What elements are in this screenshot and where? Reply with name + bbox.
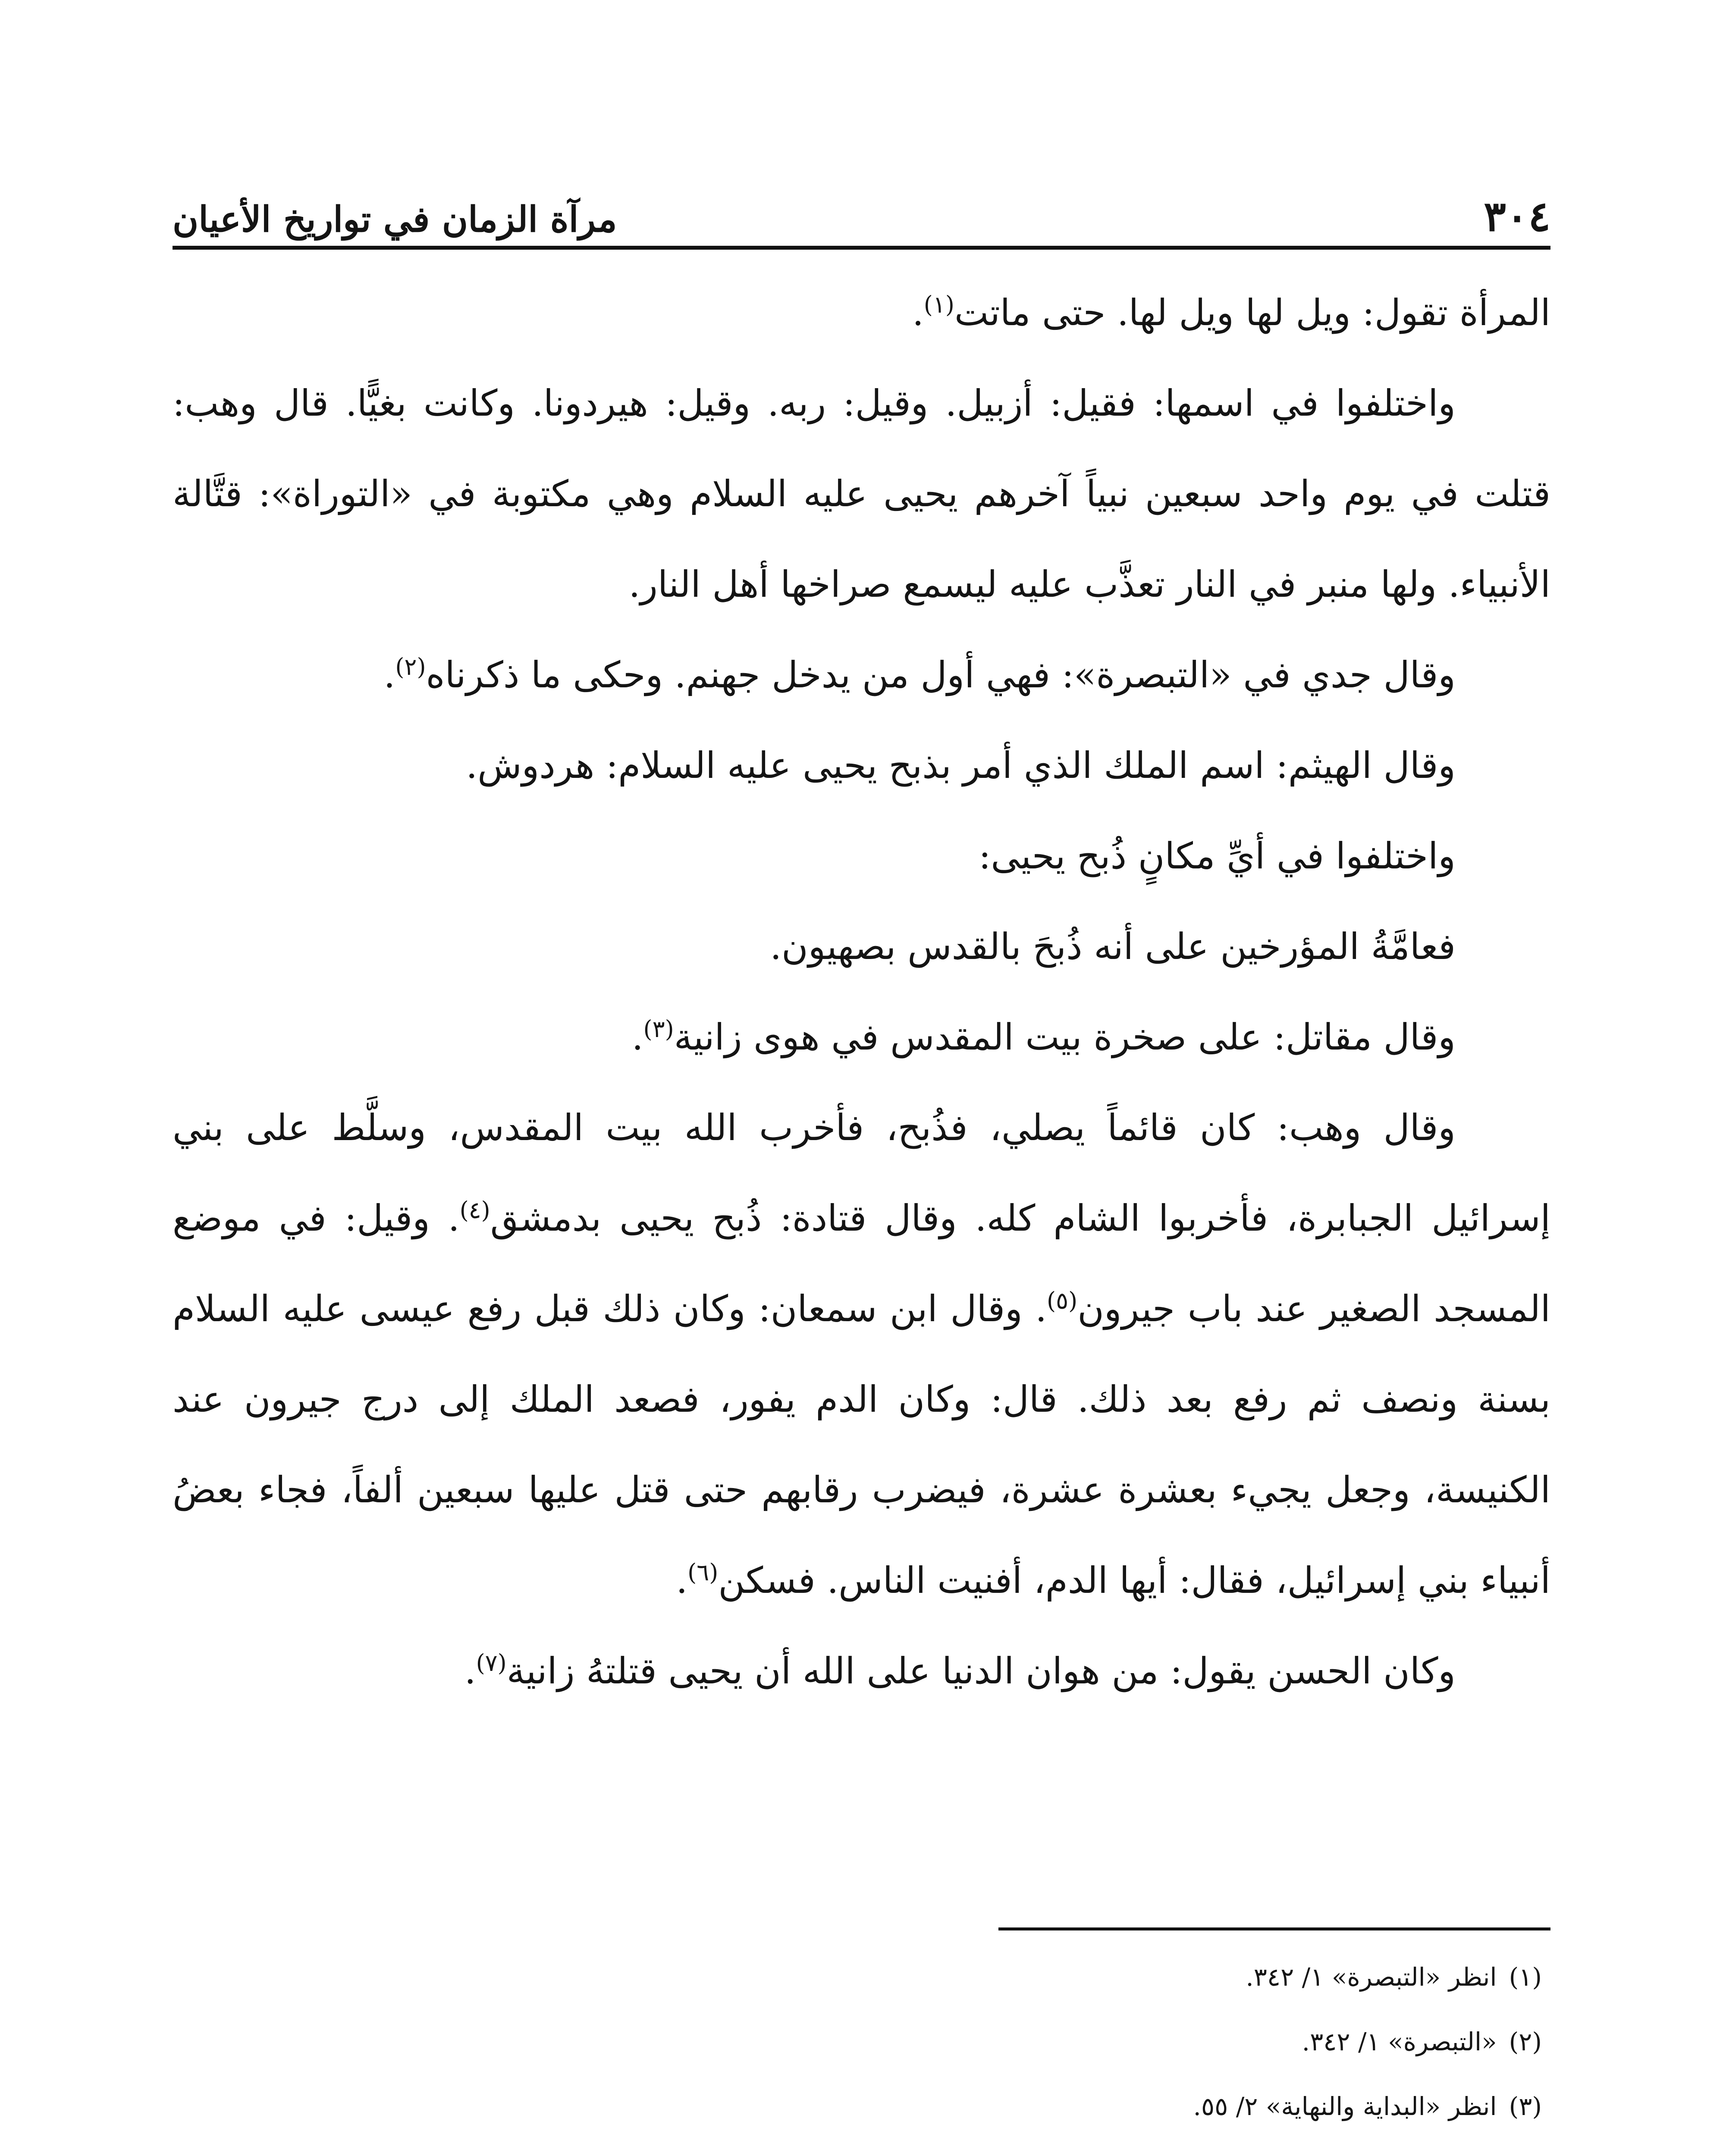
paragraph-7: وقال مقاتل: على صخرة بيت المقدس في هوى زانية$^{(٣)}$.: [631, 1015, 1456, 1058]
footnote-ref-1: (١): [923, 291, 954, 318]
footnote-ref-5: (٥): [1047, 1287, 1078, 1314]
footnote-ref-7: (٧): [476, 1649, 507, 1677]
footnotes: [173, 1945, 1542, 2156]
paragraph-8: وقال وهب: كان قائماً يصلي، فذُبح، فأخرب الله بيت المقدس، وسلَّط على بني إسرائيل الجبابرة، فأخربوا الشام كله. وقال قتادة: ذُبح يحيى بدمشق$^{(٤)}$. وقيل: في موضع المسجد الصغير عند باب جيرون$^{(٥)}$. وقال ابن سمعان: وكان ذلك قبل رفع عيسى عليه السلام بسنة ونصف ثم رفع بعد ذلك. قال: وكان الدم يفور، فصعد الملك إلى درج جيرون عند الكنيسة، وجعل يجيء بعشرة عشرة، فيضرب رقابهم حتى قتل عليها سبعين ألفاً، فجاء بعضُ أنبياء بني إسرائيل، فقال: أيها الدم، أفنيت الناس. فسكن$^{(٦)}$.: [173, 1106, 1550, 1601]
paragraph-5: واختلفوا في أيِّ مكانٍ ذُبح يحيى:: [979, 835, 1456, 877]
footnote-ref-6: (٦): [687, 1559, 719, 1586]
footnote-3: (٣)انظر «البداية والنهاية» ٢/ ٥٥.: [1193, 2092, 1542, 2121]
paragraph-1: المرأة تقول: ويل لها ويل لها. حتى ماتت$^{(١)}$.: [912, 291, 1550, 334]
footnote-ref-3: (٣): [643, 1015, 674, 1043]
footnote-4: [173, 2139, 1542, 2156]
running-title: مرآة الزمان في تواريخ الأعيان: [173, 199, 617, 240]
paragraph-2: واختلفوا في اسمها: فقيل: أزبيل. وقيل: ربه. وقيل: هيردونا. وكانت بغيًّا. قال وهب: قتلت في يوم واحد سبعين نبياً آخرهم يحيى عليه السلام وهي مكتوبة في «التوراة»: قتَّالة الأنبياء. ولها منبر في النار تعذَّب عليه ليسمع صراخها أهل النار.: [173, 382, 1550, 605]
footnote-ref-2: (٢): [395, 653, 426, 680]
footnote-rule: [998, 1927, 1550, 1930]
paragraph-9: وكان الحسن يقول: من هوان الدنيا على الله أن يحيى قتلتهُ زانية$^{(٧)}$.: [464, 1649, 1456, 1692]
main-text: [173, 267, 1550, 1716]
paragraph-3: وقال جدي في «التبصرة»: فهي أول من يدخل جهنم. وحكى ما ذكرناه$^{(٢)}$.: [383, 653, 1456, 696]
page-header: [173, 164, 1550, 241]
paragraph-6: فعامَّةُ المؤرخين على أنه ذُبحَ بالقدس بصهيون.: [770, 925, 1456, 968]
header-rule: [173, 246, 1550, 250]
page-number: ٣٠٤: [1484, 192, 1550, 241]
footnote-2: (٢)«التبصرة» ١/ ٣٤٢.: [1302, 2027, 1542, 2056]
footnote-1: (١)انظر «التبصرة» ١/ ٣٤٢.: [1246, 1962, 1542, 1992]
footnote-ref-4: (٤): [459, 1197, 490, 1224]
paragraph-4: وقال الهيثم: اسم الملك الذي أمر بذبح يحيى عليه السلام: هردوش.: [466, 744, 1456, 787]
